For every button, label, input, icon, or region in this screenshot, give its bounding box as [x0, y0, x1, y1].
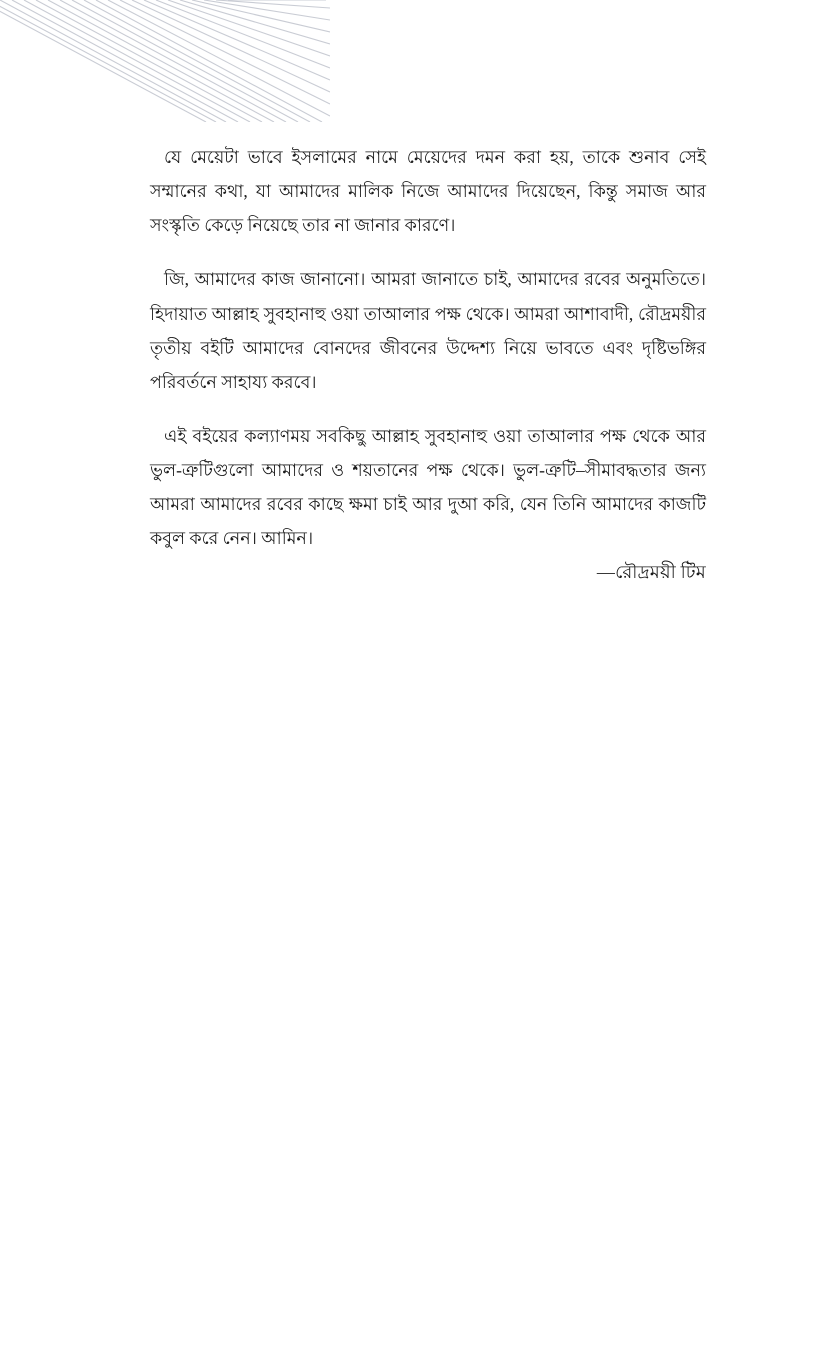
body-text — [150, 140, 706, 555]
signature-line: —রৌদ্রময়ী টিম — [596, 562, 706, 582]
paragraph: এই বইয়ের কল্যাণময় সবকিছু আল্লাহ সুবহানাহু ওয়া তাআলার পক্ষ থেকে আর ভুল-ত্রুটিগুলো আমাদের ও শয়তানের পক্ষ থেকে। ভুল-ত্রুটি–সীমাবদ্ধতার জন্য আমরা আমাদের রবের কাছে ক্ষমা চাই আর দুআ করি, যেন তিনি আমাদের কাজটি কবুল করে নেন। আমিন। — [150, 425, 706, 549]
diagonal-hatch-corner-ornament — [0, 0, 330, 122]
paragraph: যে মেয়েটা ভাবে ইসলামের নামে মেয়েদের দমন করা হয়, তাকে শুনাব সেই সম্মানের কথা, যা আমাদের মালিক নিজে আমাদের দিয়েছেন, কিন্তু সমাজ আর সংস্কৃতি কেড়ে নিয়েছে তার না জানার কারণে। — [150, 147, 706, 236]
paragraph: জি, আমাদের কাজ জানানো। আমরা জানাতে চাই, আমাদের রবের অনুমতিতে। হিদায়াত আল্লাহ সুবহানাহু ওয়া তাআলার পক্ষ থেকে। আমরা আশাবাদী, রৌদ্রময়ীর তৃতীয় বইটি আমাদের বোনদের জীবনের উদ্দেশ্য নিয়ে ভাবতে এবং দৃষ্টিভঙ্গির পরিবর্তনে সাহায্য করবে। — [150, 269, 706, 392]
